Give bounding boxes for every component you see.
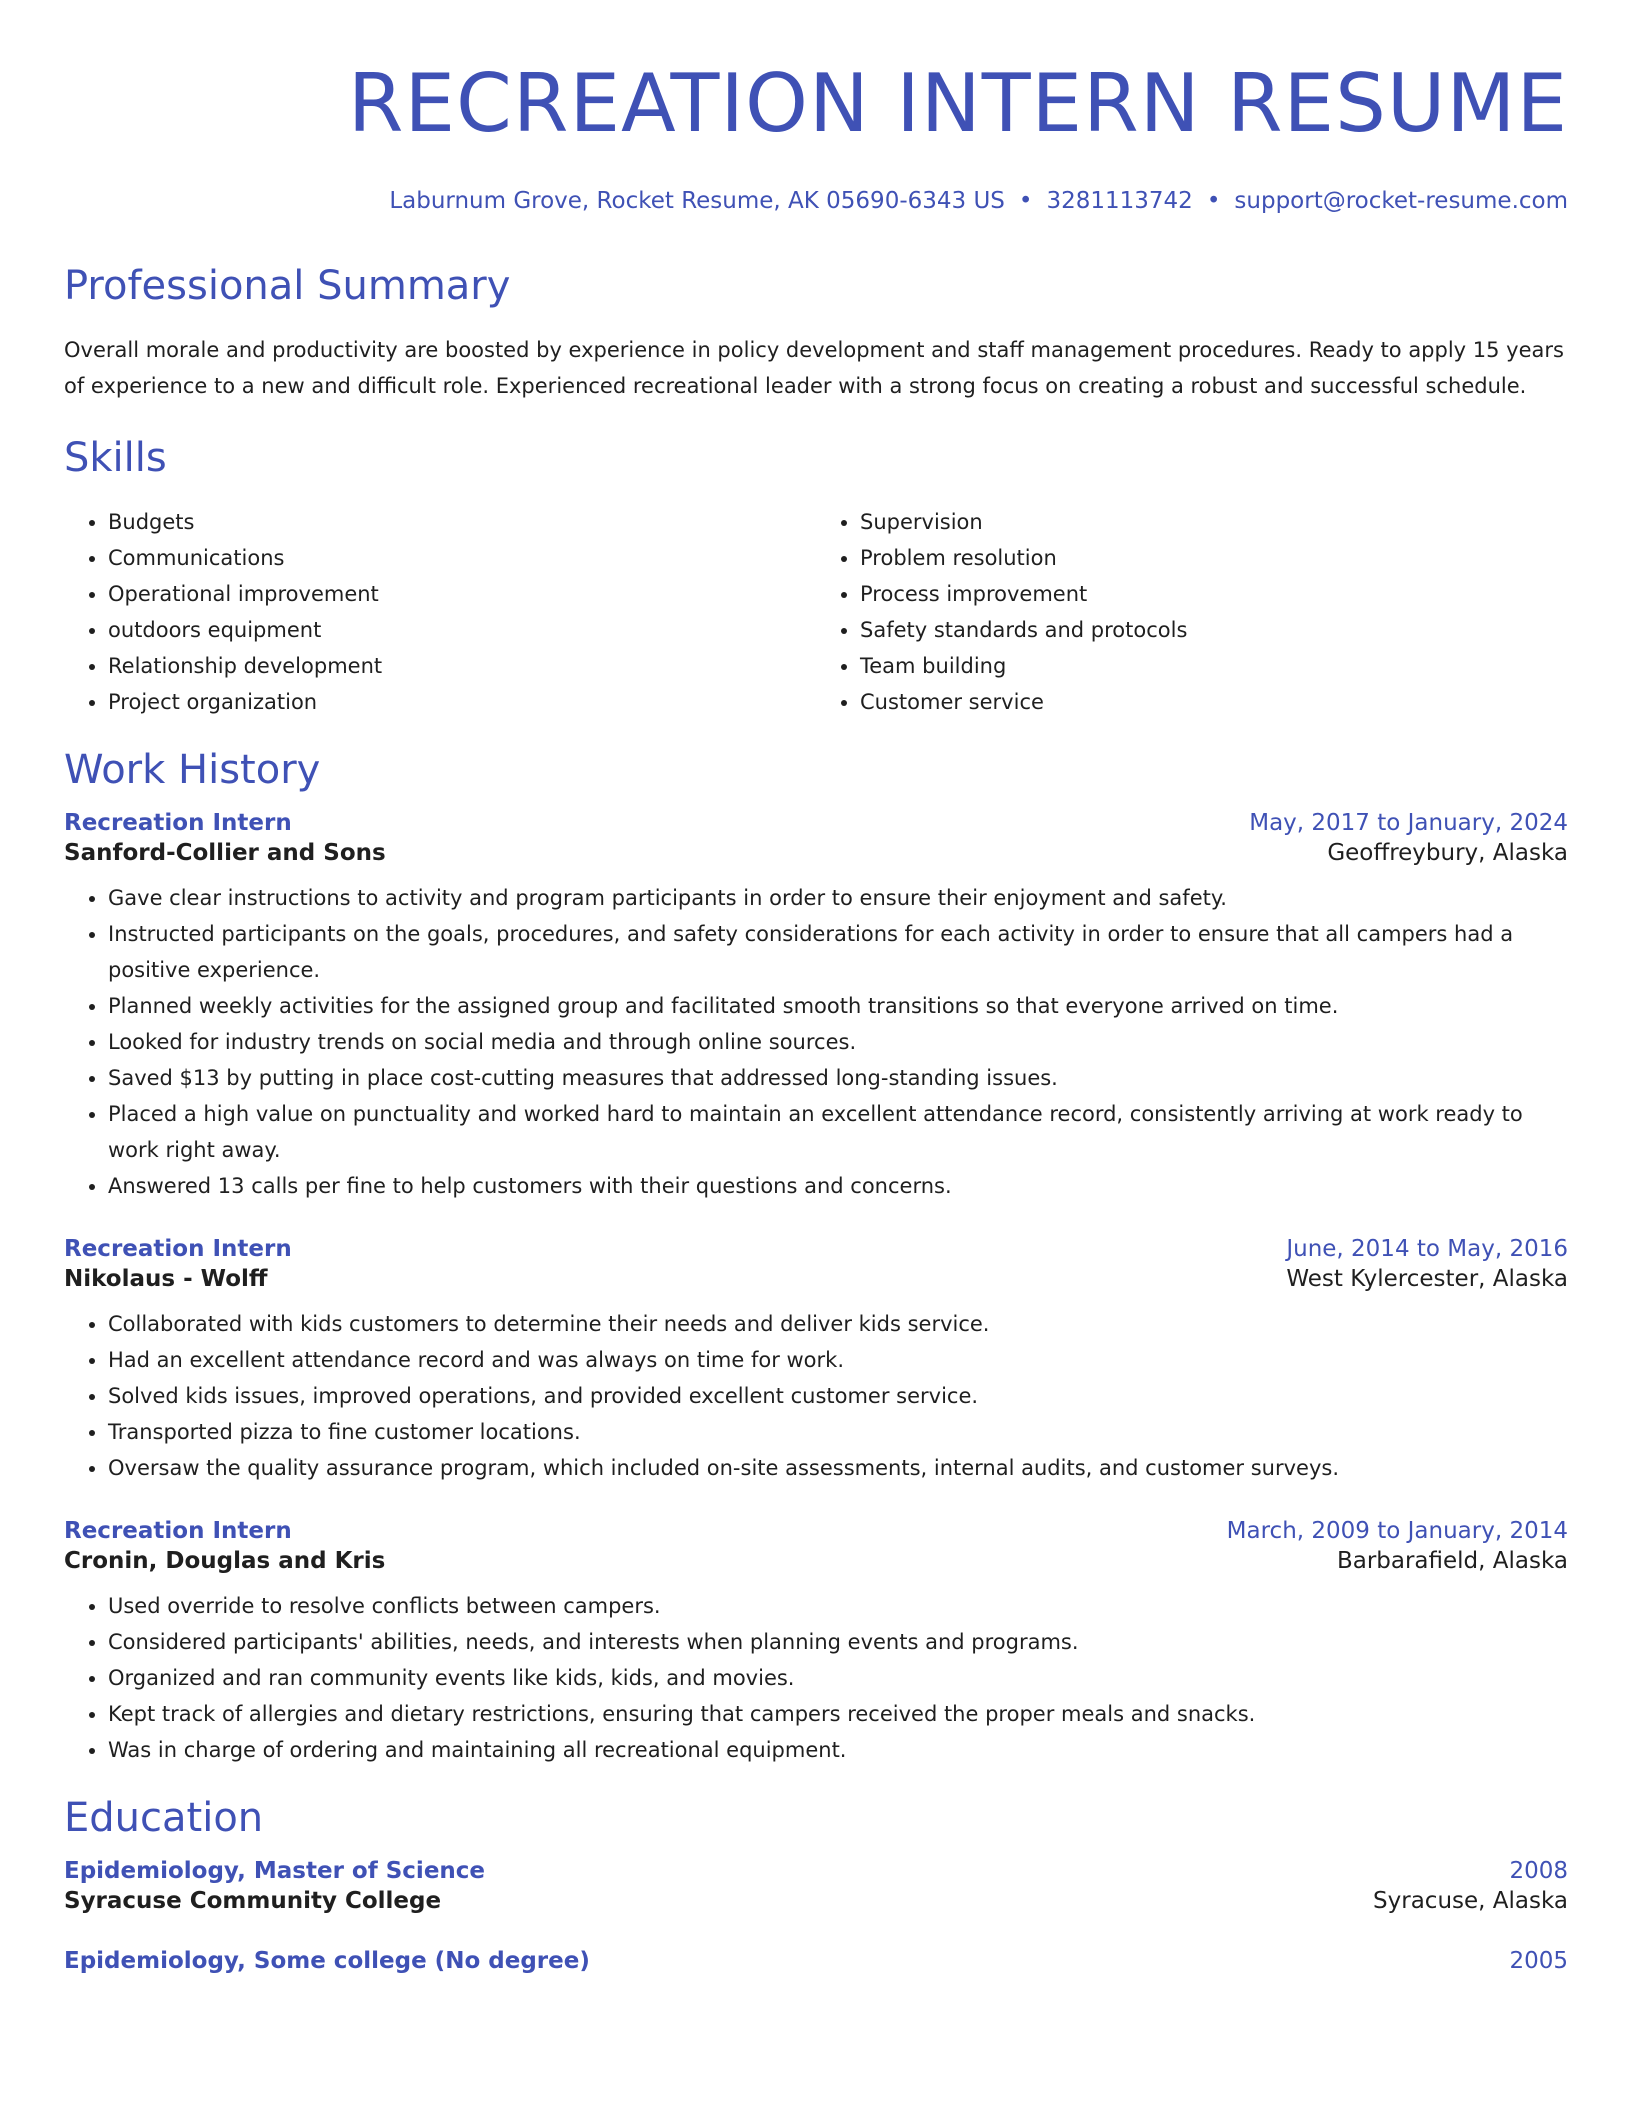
education-school-row <box>64 1886 1568 1916</box>
skills-heading: Skills <box>64 435 167 481</box>
job-header-row <box>64 808 1568 838</box>
education-entry <box>64 1946 1568 1976</box>
skill-item: • Customer service <box>860 684 1568 720</box>
education-header-row <box>64 1946 1568 1976</box>
job-bullet: • Looked for industry trends on social media and through online sources. <box>108 1024 1568 1060</box>
skill-item: • Relationship development <box>108 648 816 684</box>
job-bullet: • Solved kids issues, improved operations, and provided excellent customer service. <box>108 1378 1568 1414</box>
job-bullet: • Considered participants' abilities, needs, and interests when planning events and programs. <box>108 1624 1568 1660</box>
job-entry <box>64 1234 1568 1486</box>
job-entry <box>64 1516 1568 1768</box>
job-entry <box>64 808 1568 1204</box>
job-bullets <box>64 1306 1568 1486</box>
resume-title: RECREATION INTERN RESUME <box>347 57 1568 150</box>
job-title: Recreation Intern <box>64 1236 292 1262</box>
skill-item: • Problem resolution <box>860 540 1568 576</box>
job-bullets <box>64 880 1568 1204</box>
skill-item: • Operational improvement <box>108 576 816 612</box>
contact-separator: • <box>1206 188 1221 214</box>
contact-email: support@rocket-resume.com <box>1234 188 1568 214</box>
skill-item: • Communications <box>108 540 816 576</box>
job-bullet: • Used override to resolve conflicts between campers. <box>108 1588 1568 1624</box>
job-bullet: • Instructed participants on the goals, procedures, and safety considerations for each activity in order to ensure that all campers had a positive experience. <box>108 916 1568 988</box>
job-bullet: • Transported pizza to fine customer locations. <box>108 1414 1568 1450</box>
education-location: Syracuse, Alaska <box>1373 1888 1568 1914</box>
skills-column-left <box>64 504 816 720</box>
contact-phone: 3281113742 <box>1046 188 1193 214</box>
job-bullet: • Gave clear instructions to activity and program participants in order to ensure their enjoyment and safety. <box>108 880 1568 916</box>
skill-item: • outdoors equipment <box>108 612 816 648</box>
job-bullet: • Placed a high value on punctuality and worked hard to maintain an excellent attendance record, consistently arriving at work ready to work right away. <box>108 1096 1568 1168</box>
skills-list <box>64 504 1568 720</box>
job-company: Nikolaus - Wolff <box>64 1266 268 1292</box>
summary-heading: Professional Summary <box>64 263 511 309</box>
skill-item: • Safety standards and protocols <box>860 612 1568 648</box>
education-header-row <box>64 1856 1568 1886</box>
education-school: Syracuse Community College <box>64 1888 442 1914</box>
skill-item: • Budgets <box>108 504 816 540</box>
work-history-heading: Work History <box>64 747 321 793</box>
education-degree: Epidemiology, Master of Science <box>64 1858 486 1884</box>
resume-header <box>64 0 1568 216</box>
job-bullet: • Oversaw the quality assurance program, which included on-site assessments, internal audits, and customer surveys. <box>108 1450 1568 1486</box>
job-bullet: • Was in charge of ordering and maintaining all recreational equipment. <box>108 1732 1568 1768</box>
job-bullet: • Kept track of allergies and dietary restrictions, ensuring that campers received the proper meals and snacks. <box>108 1696 1568 1732</box>
job-bullet: • Had an excellent attendance record and was always on time for work. <box>108 1342 1568 1378</box>
skill-item: • Process improvement <box>860 576 1568 612</box>
job-header-row <box>64 1516 1568 1546</box>
contact-address: Laburnum Grove, Rocket Resume, AK 05690-6343 US <box>389 188 1005 214</box>
skill-item: • Team building <box>860 648 1568 684</box>
education-year: 2005 <box>1509 1948 1568 1974</box>
education-heading: Education <box>64 1795 264 1841</box>
skill-item: • Supervision <box>860 504 1568 540</box>
job-bullet: • Saved $13 by putting in place cost-cutting measures that addressed long-standing issues. <box>108 1060 1568 1096</box>
job-bullet: • Collaborated with kids customers to determine their needs and deliver kids service. <box>108 1306 1568 1342</box>
job-header-row <box>64 1234 1568 1264</box>
job-company: Sanford-Collier and Sons <box>64 840 386 866</box>
job-bullets <box>64 1588 1568 1768</box>
skill-item: • Project organization <box>108 684 816 720</box>
job-title: Recreation Intern <box>64 810 292 836</box>
education-entry <box>64 1856 1568 1916</box>
job-title: Recreation Intern <box>64 1518 292 1544</box>
job-company-row <box>64 1264 1568 1294</box>
job-dates: June, 2014 to May, 2016 <box>1286 1236 1568 1262</box>
education-year: 2008 <box>1509 1858 1568 1884</box>
education-degree: Epidemiology, Some college (No degree) <box>64 1948 590 1974</box>
summary-text: Overall morale and productivity are boosted by experience in policy development and staff management procedures. Ready to apply 15 years of experience to a new and difficult role. Experienced recreational leader with a strong focus on creating a robust and successful schedule. <box>64 338 1564 398</box>
job-location: West Kylercester, Alaska <box>1286 1266 1568 1292</box>
job-location: Geoffreybury, Alaska <box>1327 840 1568 866</box>
job-company-row <box>64 1546 1568 1576</box>
job-location: Barbarafield, Alaska <box>1336 1548 1568 1574</box>
job-bullet: • Organized and ran community events like kids, kids, and movies. <box>108 1660 1568 1696</box>
job-bullet: • Planned weekly activities for the assigned group and facilitated smooth transitions so that everyone arrived on time. <box>108 988 1568 1024</box>
job-company: Cronin, Douglas and Kris <box>64 1548 386 1574</box>
job-dates: May, 2017 to January, 2024 <box>1249 810 1568 836</box>
job-bullet: • Answered 13 calls per fine to help customers with their questions and concerns. <box>108 1168 1568 1204</box>
job-company-row <box>64 838 1568 868</box>
contact-separator: • <box>1018 188 1033 214</box>
skills-column-right <box>816 504 1568 720</box>
job-dates: March, 2009 to January, 2014 <box>1226 1518 1568 1544</box>
contact-line <box>64 186 1568 216</box>
